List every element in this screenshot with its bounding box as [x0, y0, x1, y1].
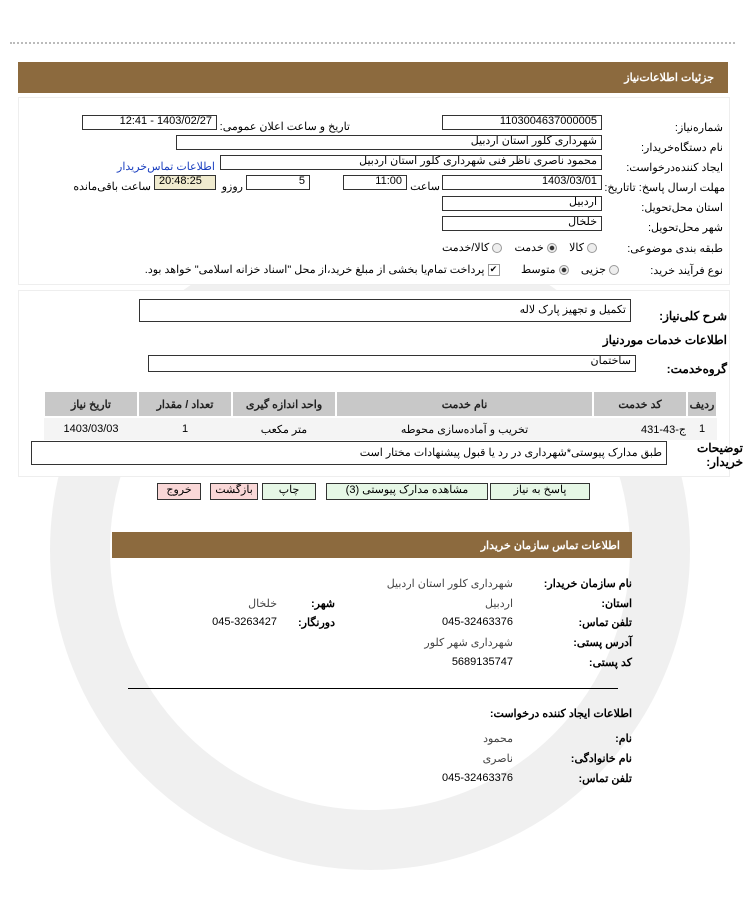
col-header: تاریخ نیاز	[44, 391, 138, 417]
phone-label: تلفن تماس:	[578, 617, 632, 629]
family-label: نام خانوادگی:	[570, 753, 632, 765]
deadline-label: مهلت ارسال پاسخ: تاتاریخ:	[604, 182, 725, 194]
creator-phone-label: تلفن تماس:	[578, 773, 632, 785]
option-label: خدمت	[514, 242, 544, 254]
buyer-label: نام دستگاه‌خریدار:	[640, 142, 723, 154]
divider	[128, 688, 618, 689]
deadline-time-field: 11:00	[343, 175, 407, 190]
city-value: خلخال	[248, 598, 277, 610]
col-header: تعداد / مقدار	[138, 391, 232, 417]
table-header-row	[44, 391, 717, 417]
province-field: اردبیل	[442, 196, 602, 211]
contact-title: اطلاعات تماس سازمان خریدار	[480, 540, 620, 552]
table-row	[44, 417, 717, 440]
name-value: محمود	[483, 733, 513, 745]
address-label: آدرس پستی:	[573, 637, 632, 649]
city-field: خلخال	[442, 216, 602, 231]
fax-label: دورنگار:	[298, 617, 335, 629]
need-number-label: شماره‌نیاز:	[674, 122, 723, 134]
radio-service[interactable]	[547, 243, 557, 253]
option-label: متوسط	[520, 264, 556, 276]
creator-field: محمود ناصری ناظر فنی شهرداری کلور استان اردبیل	[220, 155, 602, 170]
services-table	[43, 390, 718, 440]
category-label: طبقه بندی موضوعی:	[627, 243, 723, 255]
option-label: کالا	[569, 242, 584, 254]
province-value: اردبیل	[485, 598, 513, 610]
col-header: کد خدمت	[593, 391, 687, 417]
option-label: کالا/خدمت	[442, 242, 490, 254]
announce-label: تاریخ و ساعت اعلان عمومی:	[219, 121, 350, 133]
notes-label: توضیحات خریدار:	[696, 441, 743, 469]
name-label: نام:	[615, 733, 632, 745]
radio-minor[interactable]	[609, 265, 619, 275]
need-number-field: 1103004637000005	[442, 115, 602, 130]
fax-value: 045-3263427	[212, 616, 277, 628]
days-label: روزو	[221, 181, 243, 193]
contact-header	[112, 532, 632, 558]
services-title: اطلاعات خدمات موردنیاز	[602, 333, 727, 347]
remaining-time-field: 20:48:25	[154, 175, 216, 190]
cell-row-number: 1	[687, 417, 717, 440]
creator-phone-value: 045-32463376	[442, 772, 513, 784]
group-field: ساختمان	[148, 355, 636, 372]
payment-text: پرداخت تمام‌یا بخشی از مبلغ خرید،از محل "اسناد خزانه اسلامی" خواهد بود.	[144, 264, 485, 276]
print-button[interactable]: چاپ	[262, 483, 316, 500]
category-radio-group	[442, 241, 597, 254]
radio-goods-service[interactable]	[492, 243, 502, 253]
province-label: استان:	[601, 598, 632, 610]
option-label: جزیی	[580, 264, 606, 276]
city-label: شهر محل‌تحویل:	[647, 222, 723, 234]
deadline-date-field: 1403/03/01	[442, 175, 602, 190]
org-value: شهرداری کلور استان اردبیل	[386, 578, 513, 590]
cell-quantity: 1	[138, 417, 232, 440]
page-header	[18, 62, 728, 93]
col-header: واحد اندازه گیری	[232, 391, 336, 417]
buyer-field: شهرداری کلور استان اردبیل	[176, 135, 602, 150]
cell-service-code: ج-43-431	[593, 417, 687, 440]
summary-label: شرح کلی‌نیاز:	[659, 309, 727, 323]
cell-unit: متر مکعب	[232, 417, 336, 440]
radio-medium[interactable]	[559, 265, 569, 275]
city-label: شهر:	[310, 598, 335, 610]
remaining-label: ساعت باقی‌مانده	[73, 181, 151, 193]
cell-need-date: 1403/03/03	[44, 417, 138, 440]
attachments-button[interactable]: مشاهده مدارک پیوستی (3)	[326, 483, 488, 500]
cell-service-name: تخریب و آماده‌سازی محوطه	[336, 417, 593, 440]
org-label: نام سازمان خریدار:	[543, 578, 632, 590]
notes-field: طبق مدارک پیوستی*شهرداری در رد یا قبول پیشنهادات مختار است	[31, 441, 667, 465]
exit-button[interactable]: خروج	[157, 483, 201, 500]
payment-checkbox[interactable]: ✔	[488, 264, 500, 276]
phone-value: 045-32463376	[442, 616, 513, 628]
family-value: ناصری	[482, 753, 513, 765]
address-value: شهرداری شهر کلور	[424, 637, 513, 649]
buyer-contact-link[interactable]: اطلاعات تماس‌خریدار	[117, 161, 215, 173]
announce-field: 1403/02/27 - 12:41	[82, 115, 217, 130]
days-field: 5	[246, 175, 310, 190]
divider	[10, 42, 735, 44]
time-label: ساعت	[410, 181, 440, 193]
province-label: استان محل‌تحویل:	[641, 202, 723, 214]
summary-field: تکمیل و تجهیز پارک لاله	[139, 299, 631, 322]
reply-button[interactable]: پاسخ به نیاز	[490, 483, 590, 500]
back-button[interactable]: بازگشت	[210, 483, 258, 500]
group-label: گروه‌خدمت:	[666, 362, 727, 376]
page-title: جزئیات اطلاعات‌نیاز	[624, 72, 714, 84]
process-radio-group	[145, 263, 619, 276]
postal-value: 5689135747	[451, 656, 513, 668]
col-header: نام خدمت	[336, 391, 593, 417]
postal-label: کد پستی:	[588, 657, 632, 669]
col-header: ردیف	[687, 391, 717, 417]
creator-title: اطلاعات ایجاد کننده درخواست:	[489, 708, 632, 720]
creator-label: ایجاد کننده‌درخواست:	[626, 162, 723, 174]
radio-goods[interactable]	[587, 243, 597, 253]
process-label: نوع فرآیند خرید:	[650, 265, 723, 277]
